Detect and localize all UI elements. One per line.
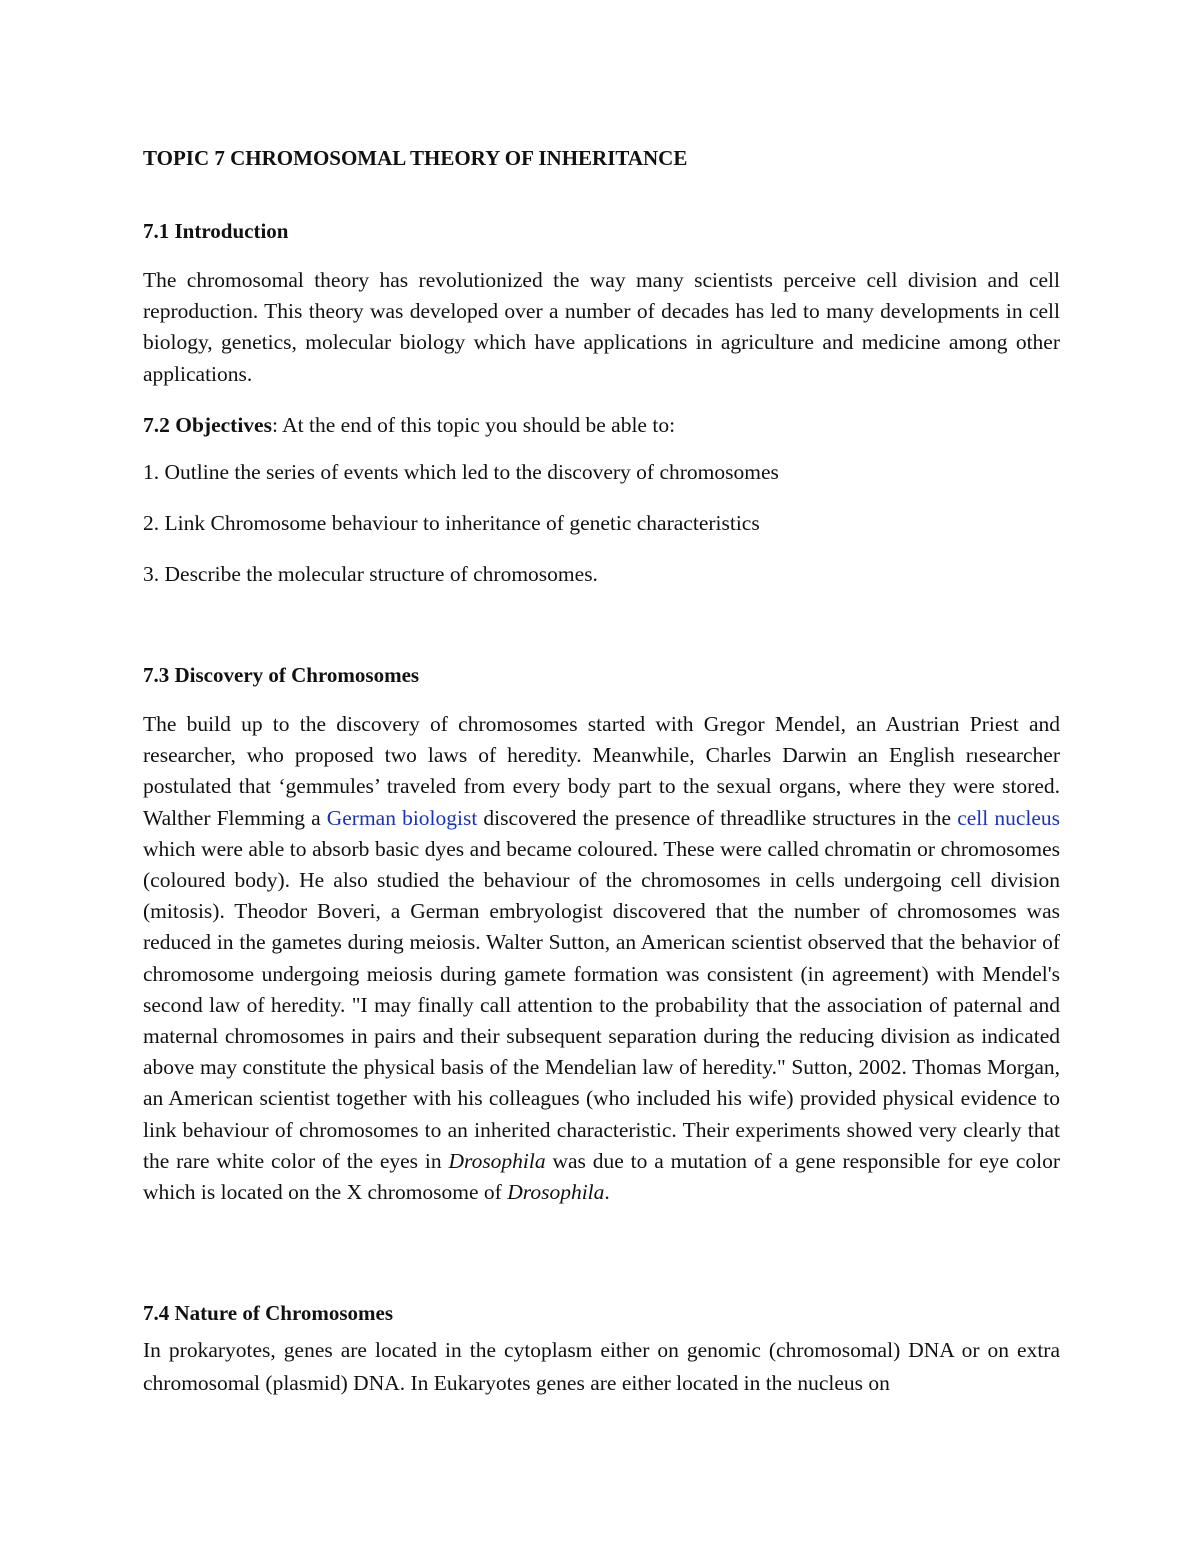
objective-item-3: 3. Describe the molecular structure of chromosomes.	[143, 562, 598, 586]
objectives-label: 7.2 Objectives	[143, 413, 272, 437]
discovery-text-part-4: was due to a mutation of a gene responsible for eye color which is located on the X chromosome of	[143, 1148, 1060, 1205]
section-heading-introduction: 7.1 Introduction	[143, 219, 289, 243]
section-heading-nature: 7.4 Nature of Chromosomes	[143, 1301, 394, 1325]
discovery-text-part-1: The build up to the discovery of chromosomes started with Gregor Mendel, an Austrian Priest and researcher, who proposed two laws of heredity. Meanwhile, Charles Darwin an English rıesearcher postulated that ‘gemmules’ traveled from every body part to the sexual organs, where they were stored. Walther Flemming a	[143, 712, 1060, 830]
nature-paragraph: In prokaryotes, genes are located in the cytoplasm either on genomic (chromosomal) DNA or on extra chromosomal (plasmid) DNA. In Eukaryotes genes are either located in the nucleus on	[143, 1338, 1060, 1395]
objectives-intro-line	[143, 412, 1060, 438]
section-heading-discovery: 7.3 Discovery of Chromosomes	[143, 663, 420, 687]
introduction-paragraph: The chromosomal theory has revolutionized the way many scientists perceive cell division and cell reproduction. This theory was developed over a number of decades has led to many developments in cell biology, genetics, molecular biology which have applications in agriculture and medicine among other applications.	[143, 268, 1060, 386]
drosophila-italic-1: Drosophila	[448, 1148, 546, 1173]
discovery-text-part-3: which were able to absorb basic dyes and became coloured. These were called chromatin or chromosomes (coloured body). He also studied the behaviour of the chromosomes in cells undergoing cell division (mitosis). Theodor Boveri, a German embryologist discovered that the number of chromosomes was reduced in the gametes during meiosis. Walter Sutton, an American scientist observed that the behavior of chromosome undergoing meiosis during gamete formation was consistent (in agreement) with Mendel's second law of heredity. "I may finally call attention to the probability that the association of paternal and maternal chromosomes in pairs and their subsequent separation during the reducing division as indicated above may constitute the physical basis of the Mendelian law of heredity." Sutton, 2002. Thomas Morgan, an American scientist together with his colleagues (who included his wife) provided physical evidence to link behaviour of chromosomes to an inherited characteristic. Their experiments showed very clearly that the rare white color of the eyes in	[143, 836, 1060, 1173]
document-title: TOPIC 7 CHROMOSOMAL THEORY OF INHERITANCE	[143, 146, 688, 170]
discovery-text-part-5: .	[604, 1180, 610, 1205]
cell-nucleus-link[interactable]: cell nucleus	[957, 805, 1061, 830]
drosophila-italic-2: Drosophila	[507, 1180, 605, 1205]
german-biologist-link[interactable]: German biologist	[326, 805, 478, 830]
discovery-paragraph	[143, 709, 1060, 1208]
discovery-text-part-2: discovered the presence of threadlike structures in the	[477, 805, 958, 830]
objectives-lead-text: : At the end of this topic you should be able to:	[271, 413, 676, 437]
objective-item-2: 2. Link Chromosome behaviour to inheritance of genetic characteristics	[143, 511, 760, 535]
objective-item-1: 1. Outline the series of events which led to the discovery of chromosomes	[143, 460, 779, 484]
